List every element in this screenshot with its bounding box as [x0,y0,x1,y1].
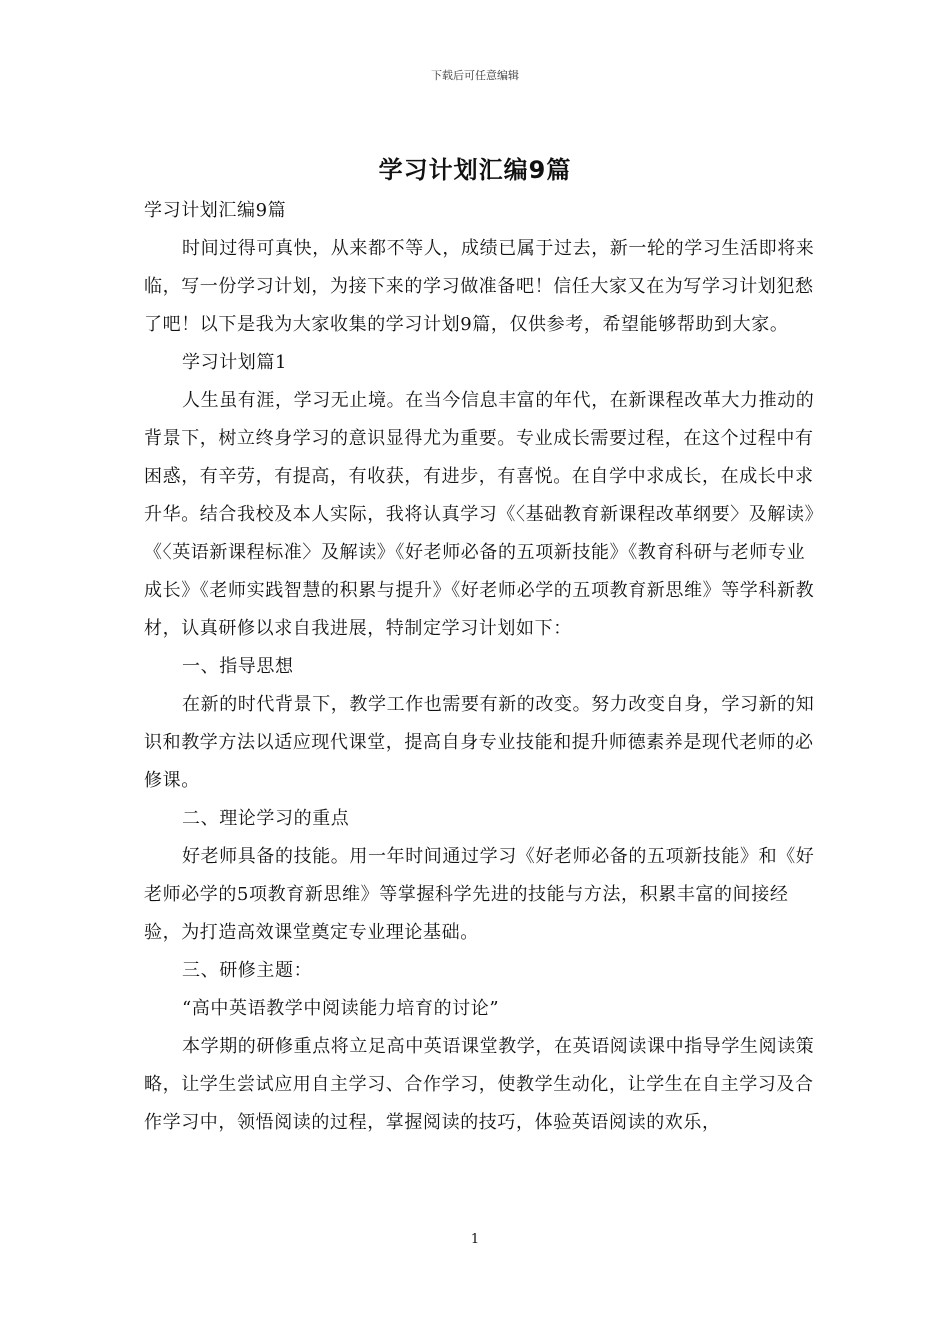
document-title: 学习计划汇编9篇 [378,156,572,184]
page-number: 1 [470,1232,480,1247]
header-note: 下载后可任意编辑 [431,69,519,82]
section-heading-plan-1: 学习计划篇1 [182,352,288,373]
paragraph-research-focus: 本学期的研修重点将立足高中英语课堂教学，在英语阅读课中指导学生阅读策略，让学生尝试应用自主学习、合作学习，使教学生动化，让学生在自主学习及合作学习中，领悟阅读的过程，掌握阅读的技巧，体验英语阅读的欢乐， [144,1036,815,1133]
document-body [144,192,820,1142]
paragraph-plan-1: 人生虽有涯，学习无止境。在当今信息丰富的年代，在新课程改革大力推动的背景下，树立终身学习的意识显得尤为重要。专业成长需要过程，在这个过程中有困惑，有辛劳，有提高，有收获，有进步，有喜悦。在自学中求成长，在成长中求升华。结合我校及本人实际，我将认真学习《〈基础教育新课程改革纲要〉及解读》《〈英语新课程标准〉及解读》《好老师必备的五项新技能》《教育科研与老师专业成长》《老师实践智慧的积累与提升》《好老师必学的五项教育新思维》等学科新教材，认真研修以求自我进展，特制定学习计划如下： [144,390,815,639]
paragraph-intro: 时间过得可真快，从来都不等人，成绩已属于过去，新一轮的学习生活即将来临，写一份学习计划，为接下来的学习做准备吧！信任大家又在为写学习计划犯愁了吧！以下是我为大家收集的学习计划9篇，仅供参考，希望能够帮助到大家。 [144,238,815,335]
section-heading-theory-focus: 二、理论学习的重点 [182,808,350,829]
paragraph-guiding-thought: 在新的时代背景下，教学工作也需要有新的改变。努力改变自身，学习新的知识和教学方法以适应现代课堂，提高自身专业技能和提升师德素养是现代老师的必修课。 [144,694,815,791]
section-heading-guiding-thought: 一、指导思想 [182,656,294,677]
paragraph-research-theme-title: “高中英语教学中阅读能力培育的讨论” [182,998,500,1019]
paragraph-theory-focus: 好老师具备的技能。用一年时间通过学习《好老师必备的五项新技能》和《好老师必学的5项教育新思维》等掌握科学先进的技能与方法，积累丰富的间接经验，为打造高效课堂奠定专业理论基础。 [144,846,815,943]
section-heading-research-theme: 三、研修主题： [182,960,313,981]
paragraph-subtitle: 学习计划汇编9篇 [144,200,287,221]
